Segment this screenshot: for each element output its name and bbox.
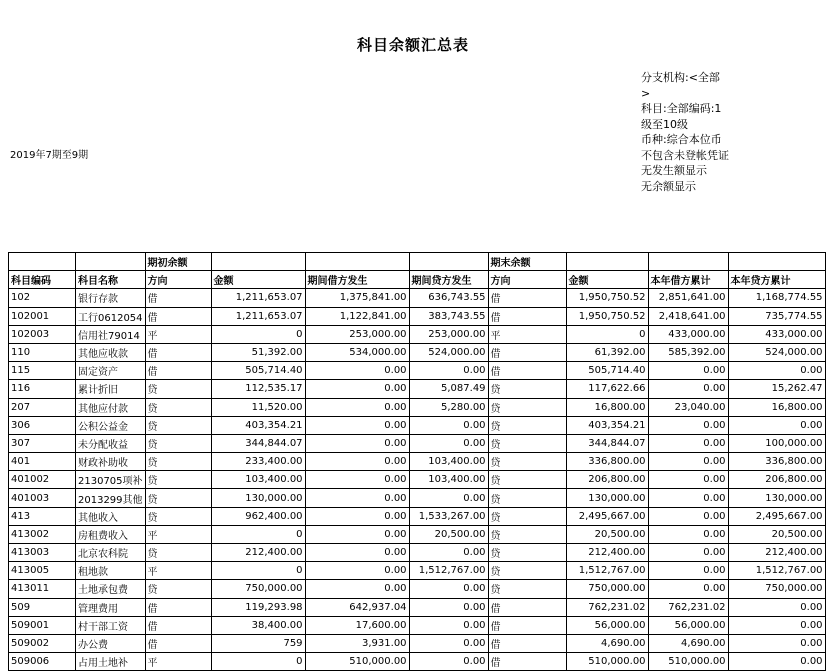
cell-ytd-credit: 0.00 <box>728 598 825 616</box>
cell-opening-direction: 借 <box>145 616 211 634</box>
cell-closing-amount: 510,000.00 <box>566 653 648 671</box>
cell-account-name: 固定资产 <box>76 362 146 380</box>
cell-ytd-credit: 206,800.00 <box>728 471 825 489</box>
cell-period-credit: 524,000.00 <box>409 343 488 361</box>
cell-period-credit: 383,743.55 <box>409 307 488 325</box>
cell-ytd-credit: 336,800.00 <box>728 453 825 471</box>
cell-opening-amount: 212,400.00 <box>211 544 305 562</box>
cell-closing-direction: 贷 <box>488 380 566 398</box>
cell-opening-direction: 借 <box>145 634 211 652</box>
col-header-closing-amount: 金额 <box>566 271 648 289</box>
cell-opening-direction: 借 <box>145 289 211 307</box>
col-header-period-debit: 期间借方发生 <box>305 271 409 289</box>
cell-closing-direction: 贷 <box>488 580 566 598</box>
cell-account-name: 租地款 <box>76 562 146 580</box>
cell-account-code: 413005 <box>9 562 76 580</box>
cell-ytd-debit: 510,000.00 <box>648 653 728 671</box>
cell-period-credit: 103,400.00 <box>409 471 488 489</box>
cell-account-code: 110 <box>9 343 76 361</box>
cell-closing-amount: 2,495,667.00 <box>566 507 648 525</box>
cell-period-debit: 642,937.04 <box>305 598 409 616</box>
table-row <box>9 325 826 343</box>
cell-closing-amount: 344,844.07 <box>566 434 648 452</box>
cell-period-credit: 0.00 <box>409 634 488 652</box>
cell-period-credit: 0.00 <box>409 434 488 452</box>
cell-ytd-debit: 2,851,641.00 <box>648 289 728 307</box>
cell-closing-amount: 336,800.00 <box>566 453 648 471</box>
cell-ytd-debit: 0.00 <box>648 562 728 580</box>
cell-opening-amount: 51,392.00 <box>211 343 305 361</box>
header-column-row <box>9 271 826 289</box>
cell-account-code: 509006 <box>9 653 76 671</box>
table-row <box>9 489 826 507</box>
cell-account-code: 413003 <box>9 544 76 562</box>
cell-period-debit: 0.00 <box>305 362 409 380</box>
cell-closing-direction: 贷 <box>488 471 566 489</box>
cell-ytd-debit: 4,690.00 <box>648 634 728 652</box>
cell-account-code: 509001 <box>9 616 76 634</box>
cell-period-debit: 0.00 <box>305 471 409 489</box>
cell-ytd-debit: 56,000.00 <box>648 616 728 634</box>
cell-ytd-credit: 750,000.00 <box>728 580 825 598</box>
cell-opening-direction: 贷 <box>145 380 211 398</box>
cell-period-credit: 0.00 <box>409 616 488 634</box>
cell-period-credit: 636,743.55 <box>409 289 488 307</box>
table-row <box>9 307 826 325</box>
cell-period-credit: 1,512,767.00 <box>409 562 488 580</box>
cell-closing-amount: 20,500.00 <box>566 525 648 543</box>
cell-closing-amount: 206,800.00 <box>566 471 648 489</box>
cell-ytd-credit: 15,262.47 <box>728 380 825 398</box>
cell-ytd-debit: 0.00 <box>648 544 728 562</box>
table-row <box>9 362 826 380</box>
cell-opening-direction: 贷 <box>145 544 211 562</box>
cell-ytd-credit: 0.00 <box>728 416 825 434</box>
cell-opening-amount: 0 <box>211 525 305 543</box>
cell-closing-amount: 61,392.00 <box>566 343 648 361</box>
cell-opening-amount: 0 <box>211 325 305 343</box>
cell-opening-amount: 233,400.00 <box>211 453 305 471</box>
cell-ytd-credit: 0.00 <box>728 362 825 380</box>
header-group-blank <box>648 253 728 271</box>
cell-period-debit: 0.00 <box>305 562 409 580</box>
cell-period-debit: 0.00 <box>305 544 409 562</box>
table-row <box>9 434 826 452</box>
cell-period-debit: 0.00 <box>305 434 409 452</box>
cell-account-name: 北京农科院 <box>76 544 146 562</box>
cell-ytd-debit: 0.00 <box>648 362 728 380</box>
table-row <box>9 380 826 398</box>
filter-no-activity: 无发生额显示 <box>641 164 707 177</box>
cell-ytd-debit: 0.00 <box>648 453 728 471</box>
balance-summary-table <box>8 252 826 671</box>
cell-opening-amount: 403,354.21 <box>211 416 305 434</box>
table-row <box>9 598 826 616</box>
cell-account-code: 413002 <box>9 525 76 543</box>
cell-ytd-credit: 0.00 <box>728 653 825 671</box>
cell-period-credit: 0.00 <box>409 653 488 671</box>
cell-period-credit: 20,500.00 <box>409 525 488 543</box>
col-header-account-code: 科目编码 <box>9 271 76 289</box>
cell-closing-direction: 贷 <box>488 416 566 434</box>
cell-closing-direction: 贷 <box>488 525 566 543</box>
header-group-row <box>9 253 826 271</box>
cell-period-debit: 0.00 <box>305 507 409 525</box>
cell-period-debit: 0.00 <box>305 416 409 434</box>
cell-account-code: 307 <box>9 434 76 452</box>
cell-account-code: 306 <box>9 416 76 434</box>
table-row <box>9 616 826 634</box>
cell-period-credit: 0.00 <box>409 489 488 507</box>
cell-opening-direction: 贷 <box>145 398 211 416</box>
cell-opening-amount: 1,211,653.07 <box>211 289 305 307</box>
cell-opening-amount: 750,000.00 <box>211 580 305 598</box>
cell-opening-direction: 借 <box>145 343 211 361</box>
report-title: 科目余额汇总表 <box>356 36 469 54</box>
cell-closing-direction: 借 <box>488 653 566 671</box>
cell-account-code: 509 <box>9 598 76 616</box>
cell-opening-amount: 1,211,653.07 <box>211 307 305 325</box>
cell-account-name: 公积公益金 <box>76 416 146 434</box>
cell-closing-direction: 借 <box>488 343 566 361</box>
header-group-blank <box>409 253 488 271</box>
col-header-account-name: 科目名称 <box>76 271 146 289</box>
cell-opening-amount: 759 <box>211 634 305 652</box>
cell-period-credit: 253,000.00 <box>409 325 488 343</box>
cell-period-credit: 0.00 <box>409 362 488 380</box>
cell-ytd-debit: 0.00 <box>648 489 728 507</box>
table-row <box>9 471 826 489</box>
filter-unposted: 不包含未登帐凭证 <box>641 148 729 162</box>
cell-ytd-debit: 23,040.00 <box>648 398 728 416</box>
cell-closing-direction: 借 <box>488 598 566 616</box>
cell-account-name: 村干部工资 <box>76 616 146 634</box>
cell-account-code: 102001 <box>9 307 76 325</box>
cell-closing-amount: 505,714.40 <box>566 362 648 380</box>
cell-opening-direction: 贷 <box>145 580 211 598</box>
cell-account-code: 413 <box>9 507 76 525</box>
cell-closing-amount: 1,950,750.52 <box>566 289 648 307</box>
cell-period-debit: 0.00 <box>305 489 409 507</box>
cell-account-name: 占用土地补 <box>76 653 146 671</box>
cell-period-credit: 0.00 <box>409 580 488 598</box>
cell-opening-amount: 11,520.00 <box>211 398 305 416</box>
cell-closing-amount: 403,354.21 <box>566 416 648 434</box>
cell-ytd-credit: 524,000.00 <box>728 343 825 361</box>
cell-ytd-credit: 735,774.55 <box>728 307 825 325</box>
cell-account-code: 401002 <box>9 471 76 489</box>
cell-ytd-debit: 433,000.00 <box>648 325 728 343</box>
cell-ytd-debit: 585,392.00 <box>648 343 728 361</box>
cell-closing-amount: 1,512,767.00 <box>566 562 648 580</box>
cell-account-name: 工行0612054 <box>76 307 146 325</box>
cell-opening-amount: 962,400.00 <box>211 507 305 525</box>
table-row <box>9 507 826 525</box>
cell-period-credit: 0.00 <box>409 544 488 562</box>
cell-closing-direction: 借 <box>488 634 566 652</box>
cell-account-name: 办公费 <box>76 634 146 652</box>
header-group-blank <box>728 253 825 271</box>
cell-period-debit: 510,000.00 <box>305 653 409 671</box>
cell-opening-direction: 借 <box>145 307 211 325</box>
header-group-blank <box>211 253 305 271</box>
cell-closing-direction: 平 <box>488 325 566 343</box>
cell-account-name: 累计折旧 <box>76 380 146 398</box>
cell-account-code: 102003 <box>9 325 76 343</box>
header-group-opening: 期初余额 <box>145 253 211 271</box>
cell-closing-direction: 贷 <box>488 398 566 416</box>
table-row <box>9 634 826 652</box>
cell-period-debit: 0.00 <box>305 525 409 543</box>
cell-account-code: 401 <box>9 453 76 471</box>
cell-closing-direction: 贷 <box>488 434 566 452</box>
cell-opening-direction: 平 <box>145 325 211 343</box>
cell-account-name: 财政补助收 <box>76 453 146 471</box>
cell-ytd-debit: 0.00 <box>648 580 728 598</box>
cell-opening-amount: 119,293.98 <box>211 598 305 616</box>
filter-branch: 分支机构:<全部> <box>641 71 720 100</box>
filter-currency: 币种:综合本位币 <box>641 133 722 146</box>
cell-closing-direction: 贷 <box>488 507 566 525</box>
cell-account-code: 413011 <box>9 580 76 598</box>
table-row <box>9 525 826 543</box>
cell-ytd-credit: 16,800.00 <box>728 398 825 416</box>
cell-account-name: 银行存款 <box>76 289 146 307</box>
cell-closing-direction: 借 <box>488 362 566 380</box>
table-row <box>9 398 826 416</box>
cell-account-name: 未分配收益 <box>76 434 146 452</box>
cell-opening-direction: 贷 <box>145 471 211 489</box>
cell-period-debit: 0.00 <box>305 380 409 398</box>
table-row <box>9 562 826 580</box>
cell-opening-direction: 借 <box>145 598 211 616</box>
table-row <box>9 544 826 562</box>
cell-opening-amount: 505,714.40 <box>211 362 305 380</box>
cell-period-debit: 1,375,841.00 <box>305 289 409 307</box>
cell-opening-direction: 贷 <box>145 416 211 434</box>
table-row <box>9 653 826 671</box>
filter-account-range: 科目:全部编码:1级至10级 <box>641 102 722 131</box>
table-row <box>9 580 826 598</box>
filter-no-balance: 无余额显示 <box>641 179 696 193</box>
cell-closing-amount: 4,690.00 <box>566 634 648 652</box>
cell-account-code: 116 <box>9 380 76 398</box>
report-filter-info <box>641 70 729 194</box>
cell-opening-direction: 平 <box>145 562 211 580</box>
cell-closing-direction: 贷 <box>488 453 566 471</box>
cell-ytd-debit: 0.00 <box>648 380 728 398</box>
col-header-opening-amount: 金额 <box>211 271 305 289</box>
cell-account-name: 其他应收款 <box>76 343 146 361</box>
cell-closing-direction: 贷 <box>488 562 566 580</box>
cell-closing-direction: 借 <box>488 307 566 325</box>
cell-closing-direction: 借 <box>488 616 566 634</box>
cell-ytd-credit: 2,495,667.00 <box>728 507 825 525</box>
cell-ytd-credit: 212,400.00 <box>728 544 825 562</box>
col-header-ytd-credit: 本年贷方累计 <box>728 271 825 289</box>
cell-ytd-credit: 1,512,767.00 <box>728 562 825 580</box>
cell-account-name: 信用社79014 <box>76 325 146 343</box>
header-group-blank <box>76 253 146 271</box>
cell-period-debit: 1,122,841.00 <box>305 307 409 325</box>
report-period: 2019年7期至9期 <box>10 150 89 161</box>
cell-ytd-debit: 2,418,641.00 <box>648 307 728 325</box>
cell-opening-amount: 344,844.07 <box>211 434 305 452</box>
cell-ytd-debit: 0.00 <box>648 525 728 543</box>
cell-opening-amount: 0 <box>211 562 305 580</box>
cell-account-code: 509002 <box>9 634 76 652</box>
cell-account-name: 其他收入 <box>76 507 146 525</box>
cell-closing-amount: 1,950,750.52 <box>566 307 648 325</box>
cell-closing-amount: 750,000.00 <box>566 580 648 598</box>
cell-period-debit: 253,000.00 <box>305 325 409 343</box>
cell-period-debit: 3,931.00 <box>305 634 409 652</box>
cell-closing-amount: 212,400.00 <box>566 544 648 562</box>
cell-ytd-credit: 433,000.00 <box>728 325 825 343</box>
cell-period-credit: 5,280.00 <box>409 398 488 416</box>
cell-account-name: 其他应付款 <box>76 398 146 416</box>
cell-opening-amount: 38,400.00 <box>211 616 305 634</box>
cell-period-credit: 0.00 <box>409 416 488 434</box>
cell-period-debit: 0.00 <box>305 453 409 471</box>
cell-opening-direction: 平 <box>145 653 211 671</box>
cell-opening-amount: 0 <box>211 653 305 671</box>
cell-closing-amount: 130,000.00 <box>566 489 648 507</box>
cell-ytd-credit: 100,000.00 <box>728 434 825 452</box>
col-header-period-credit: 期间贷方发生 <box>409 271 488 289</box>
cell-ytd-credit: 0.00 <box>728 616 825 634</box>
table-row <box>9 289 826 307</box>
cell-period-credit: 103,400.00 <box>409 453 488 471</box>
cell-account-name: 2013299其他 <box>76 489 146 507</box>
header-group-blank <box>566 253 648 271</box>
cell-period-debit: 17,600.00 <box>305 616 409 634</box>
cell-closing-amount: 0 <box>566 325 648 343</box>
cell-period-credit: 5,087.49 <box>409 380 488 398</box>
cell-closing-direction: 贷 <box>488 544 566 562</box>
cell-opening-direction: 贷 <box>145 453 211 471</box>
cell-account-name: 管理费用 <box>76 598 146 616</box>
cell-ytd-credit: 130,000.00 <box>728 489 825 507</box>
table-row <box>9 416 826 434</box>
cell-account-code: 207 <box>9 398 76 416</box>
cell-opening-direction: 贷 <box>145 489 211 507</box>
cell-period-debit: 534,000.00 <box>305 343 409 361</box>
header-group-blank <box>305 253 409 271</box>
cell-opening-direction: 借 <box>145 362 211 380</box>
cell-period-debit: 0.00 <box>305 398 409 416</box>
cell-period-debit: 0.00 <box>305 580 409 598</box>
cell-ytd-credit: 0.00 <box>728 634 825 652</box>
cell-closing-amount: 762,231.02 <box>566 598 648 616</box>
cell-ytd-credit: 1,168,774.55 <box>728 289 825 307</box>
cell-account-code: 115 <box>9 362 76 380</box>
cell-account-name: 2130705项补 <box>76 471 146 489</box>
cell-closing-amount: 117,622.66 <box>566 380 648 398</box>
cell-ytd-debit: 0.00 <box>648 507 728 525</box>
cell-account-code: 102 <box>9 289 76 307</box>
cell-ytd-credit: 20,500.00 <box>728 525 825 543</box>
col-header-ytd-debit: 本年借方累计 <box>648 271 728 289</box>
cell-ytd-debit: 0.00 <box>648 434 728 452</box>
cell-opening-amount: 112,535.17 <box>211 380 305 398</box>
cell-closing-amount: 56,000.00 <box>566 616 648 634</box>
col-header-opening-direction: 方向 <box>145 271 211 289</box>
cell-closing-amount: 16,800.00 <box>566 398 648 416</box>
table-row <box>9 343 826 361</box>
cell-period-credit: 0.00 <box>409 598 488 616</box>
cell-opening-direction: 贷 <box>145 507 211 525</box>
cell-opening-amount: 103,400.00 <box>211 471 305 489</box>
cell-closing-direction: 贷 <box>488 489 566 507</box>
cell-opening-amount: 130,000.00 <box>211 489 305 507</box>
header-group-blank <box>9 253 76 271</box>
cell-ytd-debit: 762,231.02 <box>648 598 728 616</box>
col-header-closing-direction: 方向 <box>488 271 566 289</box>
cell-account-name: 房租费收入 <box>76 525 146 543</box>
cell-account-code: 401003 <box>9 489 76 507</box>
cell-account-name: 土地承包费 <box>76 580 146 598</box>
cell-closing-direction: 借 <box>488 289 566 307</box>
cell-period-credit: 1,533,267.00 <box>409 507 488 525</box>
cell-opening-direction: 平 <box>145 525 211 543</box>
cell-opening-direction: 贷 <box>145 434 211 452</box>
header-group-closing: 期末余额 <box>488 253 566 271</box>
table-row <box>9 453 826 471</box>
cell-ytd-debit: 0.00 <box>648 416 728 434</box>
cell-ytd-debit: 0.00 <box>648 471 728 489</box>
